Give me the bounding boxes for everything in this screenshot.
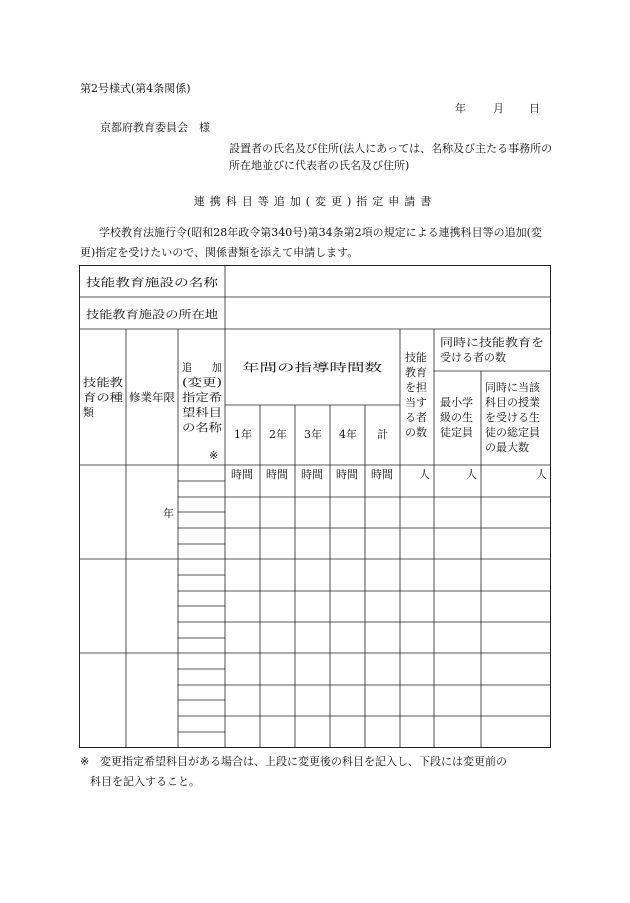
applicant-info: 設置者の氏名及び住所(法人にあっては、名称及び主たる事務所の所在地並びに代表者の氏名及び住所) — [229, 142, 553, 172]
type-label-3: 類 — [83, 406, 94, 419]
body-text: 学校教育法施行令(昭和28年政令第340号)第34条第2項の規定による連携科目等の追加(変更)指定を受けたいので、関係書類を添えて申請します。 — [80, 226, 542, 259]
facility-address-label: 技能教育施設の所在地 — [86, 308, 196, 321]
duration-label: 修業年限 — [129, 391, 173, 404]
min-label-1: 最小学 — [440, 396, 473, 409]
form-number: 第2号様式(第4条関係) — [80, 82, 191, 95]
total-header: 計 — [377, 428, 388, 441]
teacher-label-1: 技能 — [405, 351, 427, 364]
min-label-2: 級の生 — [440, 411, 473, 424]
unit-person-2: 人 — [466, 468, 477, 481]
subject-mark: ※ — [209, 449, 219, 462]
simul-label-1: 同時に技能教育を — [440, 336, 528, 349]
date-year: 年 — [455, 102, 466, 115]
facility-name-label: 技能教育施設の名称 — [86, 276, 185, 289]
footnote-line-1: 変更指定希望科目がある場合は、上段に変更後の科目を記入し、下段には変更前の — [100, 755, 507, 768]
type-label-2: 育の種 — [83, 391, 116, 404]
teacher-label-4: 当す — [405, 396, 427, 409]
max-label-5: の最大数 — [485, 441, 529, 454]
unit-hours-2: 時間 — [266, 468, 288, 481]
unit-hours-3: 時間 — [301, 468, 323, 481]
max-label-3: を受ける生 — [485, 411, 540, 424]
max-label-1: 同時に当該 — [485, 381, 540, 394]
teacher-label-5: る者 — [405, 411, 427, 424]
year4-header: 4年 — [339, 428, 357, 441]
type-label-1: 技能教 — [83, 376, 116, 389]
footnote-mark: ※ — [80, 755, 90, 768]
subject-label-2: (変更) — [182, 376, 213, 389]
footnote-line-2: 科目を記入すること。 — [90, 775, 200, 788]
subject-label-5: の名称 — [182, 421, 224, 434]
subject-label-4: 望科目 — [182, 406, 215, 419]
unit-hours-5: 時間 — [371, 468, 393, 481]
teacher-label-2: 教育 — [405, 366, 427, 379]
hours-label: 年間の指導時間数 — [242, 361, 330, 374]
date-day: 日 — [529, 102, 540, 115]
unit-person-3: 人 — [536, 468, 547, 481]
max-label-4: 徒の総定員 — [485, 426, 540, 439]
teacher-label-6: の数 — [405, 426, 427, 439]
document-title: 連携科目等追加(変更)指定申請書 — [193, 195, 437, 208]
subject-label-3: 指定希 — [182, 391, 215, 404]
teacher-label-3: を担 — [405, 381, 427, 394]
date-month: 月 — [493, 102, 504, 115]
year1-header: 1年 — [234, 428, 252, 441]
unit-year: 年 — [163, 507, 174, 520]
unit-hours-1: 時間 — [231, 468, 253, 481]
simul-label-2: 受ける者の数 — [440, 351, 506, 364]
max-label-2: 科目の授業 — [485, 396, 540, 409]
footnote — [80, 752, 555, 792]
year2-header: 2年 — [269, 428, 287, 441]
year3-header: 3年 — [304, 428, 322, 441]
subject-label-1: 追 加 — [182, 361, 226, 374]
unit-hours-4: 時間 — [336, 468, 358, 481]
recipient: 京都府教育委員会 様 — [100, 121, 210, 134]
min-label-3: 徒定員 — [440, 426, 473, 439]
unit-person-1: 人 — [419, 468, 430, 481]
